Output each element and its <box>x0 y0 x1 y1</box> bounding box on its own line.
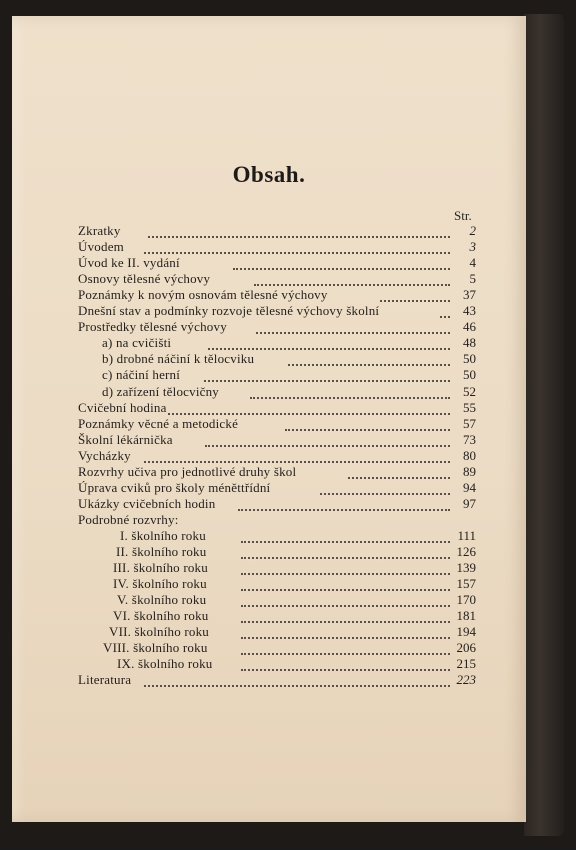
toc-page-number: 50 <box>463 367 476 383</box>
toc-entry-label: Zkratky <box>78 223 121 238</box>
toc-entry-label: Poznámky k novým osnovám tělesné výchovy <box>78 287 328 303</box>
book-spine-edge <box>524 14 564 836</box>
toc-page-number: 170 <box>456 592 476 608</box>
toc-page-number: 5 <box>469 271 476 287</box>
toc-page-number: 37 <box>463 287 476 303</box>
toc-page-number: 215 <box>456 656 476 672</box>
toc-page-number: 126 <box>456 544 476 559</box>
toc-entry-label: Úvodem <box>78 239 124 255</box>
toc-page-number: 73 <box>463 431 476 447</box>
toc-page-number: 80 <box>463 447 476 463</box>
toc-page-number: 97 <box>463 495 476 511</box>
toc-page-number: 46 <box>463 319 476 335</box>
toc-entry-label: Úprava cviků pro školy méněttřídní <box>78 479 271 495</box>
toc-page-number: 4 <box>469 255 476 271</box>
toc-entry-label: Prostředky tělesné výchovy <box>78 319 227 335</box>
toc-page-number: 43 <box>463 303 476 319</box>
toc-page-number: 50 <box>463 351 476 367</box>
toc-entry <box>12 672 526 688</box>
toc-entry-label: a) na cvičišti <box>102 335 172 351</box>
toc-entry-label: c) náčiní herní <box>102 367 181 383</box>
toc-page-number: 181 <box>456 608 476 624</box>
toc-entry-label: Cvičební hodina <box>78 399 167 415</box>
page-title: Obsah. <box>232 162 306 187</box>
page-column-header: Str. <box>454 208 472 223</box>
toc-page-number: 89 <box>463 463 476 479</box>
toc-page-number: 157 <box>456 576 476 592</box>
toc-page-number: 94 <box>463 479 476 495</box>
toc-entry-label: Poznámky věcné a metodické <box>78 415 239 431</box>
toc-entry-label: VI. školního roku <box>113 608 209 624</box>
toc-entry-label: VII. školního roku <box>109 624 210 640</box>
toc-entry-label: Školní lékárnička <box>78 431 173 447</box>
toc-entry-label: IV. školního roku <box>113 576 207 592</box>
toc-entry-label: V. školního roku <box>117 592 207 608</box>
toc-page-number: 48 <box>463 335 476 351</box>
toc-entry-label: Rozvrhy učiva pro jednotlivé druhy škol <box>78 463 297 479</box>
toc-page-number: 55 <box>463 399 476 415</box>
toc-dot-leader <box>144 669 450 687</box>
toc-page-number: 3 <box>469 239 476 255</box>
toc-entry-label: Literatura <box>78 672 132 688</box>
toc-entry-label: Dnešní stav a podmínky rozvoje tělesné výchovy školní <box>78 303 380 319</box>
toc-page-number: 52 <box>463 383 476 399</box>
toc-entry-label: Osnovy tělesné výchovy <box>78 271 211 287</box>
toc-page-number: 194 <box>456 624 476 640</box>
toc-entry-label: d) zařízení tělocvičny <box>102 383 220 399</box>
toc-entry-label: IX. školního roku <box>117 656 213 672</box>
toc-entry-label: III. školního roku <box>113 560 208 576</box>
toc-page-number: 57 <box>463 415 476 431</box>
toc-entry <box>12 496 526 512</box>
book-page <box>12 16 526 822</box>
toc-entry-label: I. školního roku <box>120 527 206 543</box>
toc-page-number: 223 <box>456 672 476 688</box>
toc-entry-label: Ukázky cvičebních hodin <box>78 495 216 511</box>
toc-entry-label: b) drobné náčiní k tělocviku <box>102 351 255 367</box>
toc-page-number: 206 <box>456 640 476 656</box>
toc-entry-label: Podrobné rozvrhy: <box>78 511 179 527</box>
toc-entry-label: II. školního roku <box>116 544 207 559</box>
toc-page-number: 139 <box>456 560 476 576</box>
toc-page-number: 111 <box>457 527 476 543</box>
toc-page-number: 2 <box>469 223 476 238</box>
toc-entry-label: Vycházky <box>78 447 131 463</box>
toc-entry-label: VIII. školního roku <box>103 640 208 656</box>
toc-entry-label: Úvod ke II. vydání <box>78 255 180 271</box>
